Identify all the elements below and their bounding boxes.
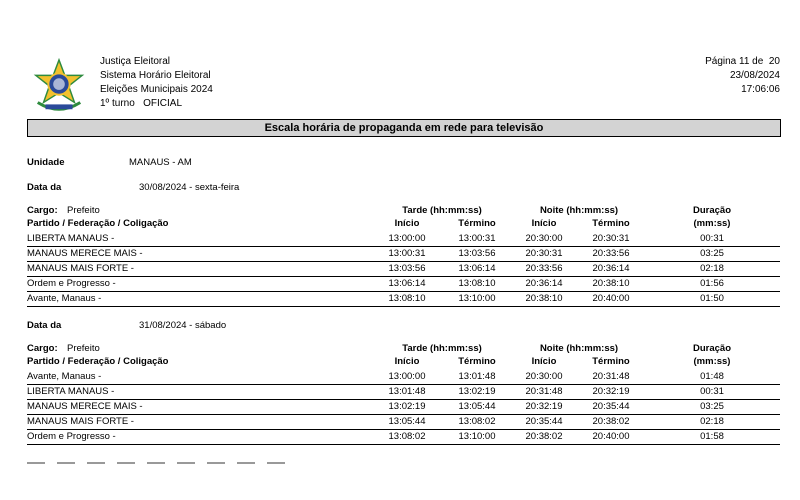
party-name: Avante, Manaus -	[27, 293, 102, 304]
tarde-termino: 13:02:19	[458, 386, 496, 397]
duracao-value: 01:56	[700, 278, 724, 289]
noite-termino: 20:35:44	[592, 401, 630, 412]
noite-inicio-header: Início	[531, 356, 557, 367]
cargo-label: Cargo:	[27, 205, 58, 216]
noite-inicio: 20:33:56	[525, 263, 563, 274]
noite-header: Noite (hh:mm:ss)	[539, 205, 619, 216]
party-name: Ordem e Progresso -	[27, 278, 116, 289]
table-row	[27, 277, 780, 292]
tarde-header: Tarde (hh:mm:ss)	[402, 205, 482, 216]
tarde-inicio: 13:08:02	[388, 431, 426, 442]
table-row	[27, 247, 780, 262]
party-name: Ordem e Progresso -	[27, 431, 116, 442]
noite-termino-header: Término	[592, 356, 630, 367]
page-number: Página 11 de 20	[705, 56, 780, 67]
duracao-value: 03:25	[700, 401, 724, 412]
noite-inicio: 20:30:00	[525, 371, 563, 382]
noite-termino: 20:31:48	[592, 371, 630, 382]
duracao-header: Duração	[692, 343, 731, 354]
tarde-termino: 13:10:00	[458, 293, 496, 304]
tarde-inicio: 13:00:00	[388, 371, 426, 382]
tarde-inicio: 13:02:19	[388, 401, 426, 412]
noite-inicio: 20:32:19	[525, 401, 563, 412]
tarde-header: Tarde (hh:mm:ss)	[402, 343, 482, 354]
tarde-inicio: 13:03:56	[388, 263, 426, 274]
tarde-termino: 13:03:56	[458, 248, 496, 259]
noite-termino: 20:32:19	[592, 386, 630, 397]
noite-termino: 20:30:31	[592, 233, 630, 244]
duracao-unit-header: (mm:ss)	[693, 218, 731, 229]
duracao-value: 00:31	[700, 233, 724, 244]
date-label: Data da	[27, 320, 62, 331]
partido-header: Partido / Federação / Coligação	[27, 356, 169, 367]
duracao-value: 01:50	[700, 293, 724, 304]
noite-header: Noite (hh:mm:ss)	[539, 343, 619, 354]
party-name: MANAUS MERECE MAIS -	[27, 401, 143, 412]
unidade-value: MANAUS - AM	[129, 157, 192, 168]
party-name: LIBERTA MANAUS -	[27, 233, 115, 244]
cargo-label: Cargo:	[27, 343, 58, 354]
tarde-termino-header: Término	[458, 218, 496, 229]
cutoff-next-line	[27, 460, 287, 464]
tarde-inicio: 13:06:14	[388, 278, 426, 289]
duracao-value: 02:18	[700, 263, 724, 274]
cargo-value: Prefeito	[67, 205, 100, 216]
party-name: MANAUS MERECE MAIS -	[27, 248, 143, 259]
tarde-termino: 13:01:48	[458, 371, 496, 382]
party-name: LIBERTA MANAUS -	[27, 386, 115, 397]
noite-inicio: 20:31:48	[525, 386, 563, 397]
print-date: 23/08/2024	[729, 70, 780, 81]
duracao-header: Duração	[692, 205, 731, 216]
party-name: Avante, Manaus -	[27, 371, 102, 382]
noite-termino: 20:33:56	[592, 248, 630, 259]
tarde-termino: 13:10:00	[458, 431, 496, 442]
tarde-termino: 13:08:02	[458, 416, 496, 427]
tarde-inicio-header: Início	[394, 356, 420, 367]
tarde-termino: 13:08:10	[458, 278, 496, 289]
table-row	[27, 262, 780, 277]
table-row	[27, 370, 780, 385]
tarde-inicio: 13:01:48	[388, 386, 426, 397]
noite-inicio: 20:30:31	[525, 248, 563, 259]
party-name: MANAUS MAIS FORTE -	[27, 263, 134, 274]
table-row	[27, 385, 780, 400]
noite-inicio: 20:36:14	[525, 278, 563, 289]
noite-inicio: 20:38:10	[525, 293, 563, 304]
tarde-inicio: 13:00:00	[388, 233, 426, 244]
noite-termino-header: Término	[592, 218, 630, 229]
table-row	[27, 430, 780, 445]
noite-inicio: 20:30:00	[525, 233, 563, 244]
noite-termino: 20:38:02	[592, 416, 630, 427]
coat-of-arms-icon	[30, 58, 88, 116]
tarde-inicio-header: Início	[394, 218, 420, 229]
table-row	[27, 400, 780, 415]
header-meta-block	[705, 55, 780, 97]
date-value: 31/08/2024 - sábado	[139, 320, 227, 331]
table-row	[27, 415, 780, 430]
noite-inicio: 20:35:44	[525, 416, 563, 427]
party-name: MANAUS MAIS FORTE -	[27, 416, 134, 427]
tarde-inicio: 13:08:10	[388, 293, 426, 304]
tarde-inicio: 13:00:31	[388, 248, 426, 259]
noite-termino: 20:40:00	[592, 293, 630, 304]
page-title: Escala horária de propaganda em rede para televisão	[27, 119, 781, 137]
noite-termino: 20:38:10	[592, 278, 630, 289]
duracao-value: 03:25	[700, 248, 724, 259]
date-value: 30/08/2024 - sexta-feira	[139, 182, 240, 193]
header-org-block	[100, 55, 213, 111]
noite-inicio: 20:38:02	[525, 431, 563, 442]
duracao-unit-header: (mm:ss)	[693, 356, 731, 367]
partido-header: Partido / Federação / Coligação	[27, 218, 169, 229]
table-row	[27, 232, 780, 247]
turn-label: 1º turno OFICIAL	[100, 98, 183, 109]
tarde-termino: 13:05:44	[458, 401, 496, 412]
duracao-value: 02:18	[700, 416, 724, 427]
tarde-termino: 13:00:31	[458, 233, 496, 244]
duracao-value: 01:58	[700, 431, 724, 442]
election-name: Eleições Municipais 2024	[100, 84, 213, 95]
noite-termino: 20:36:14	[592, 263, 630, 274]
duracao-value: 00:31	[700, 386, 724, 397]
print-time: 17:06:06	[741, 84, 780, 95]
noite-termino: 20:40:00	[592, 431, 630, 442]
org-name: Justiça Eleitoral	[100, 56, 171, 67]
duracao-value: 01:48	[700, 371, 724, 382]
tarde-inicio: 13:05:44	[388, 416, 426, 427]
cargo-value: Prefeito	[67, 343, 100, 354]
date-label: Data da	[27, 182, 62, 193]
noite-inicio-header: Início	[531, 218, 557, 229]
system-name: Sistema Horário Eleitoral	[100, 70, 211, 81]
unidade-label: Unidade	[27, 157, 65, 168]
tarde-termino-header: Término	[458, 356, 496, 367]
tarde-termino: 13:06:14	[458, 263, 496, 274]
table-row	[27, 292, 780, 307]
